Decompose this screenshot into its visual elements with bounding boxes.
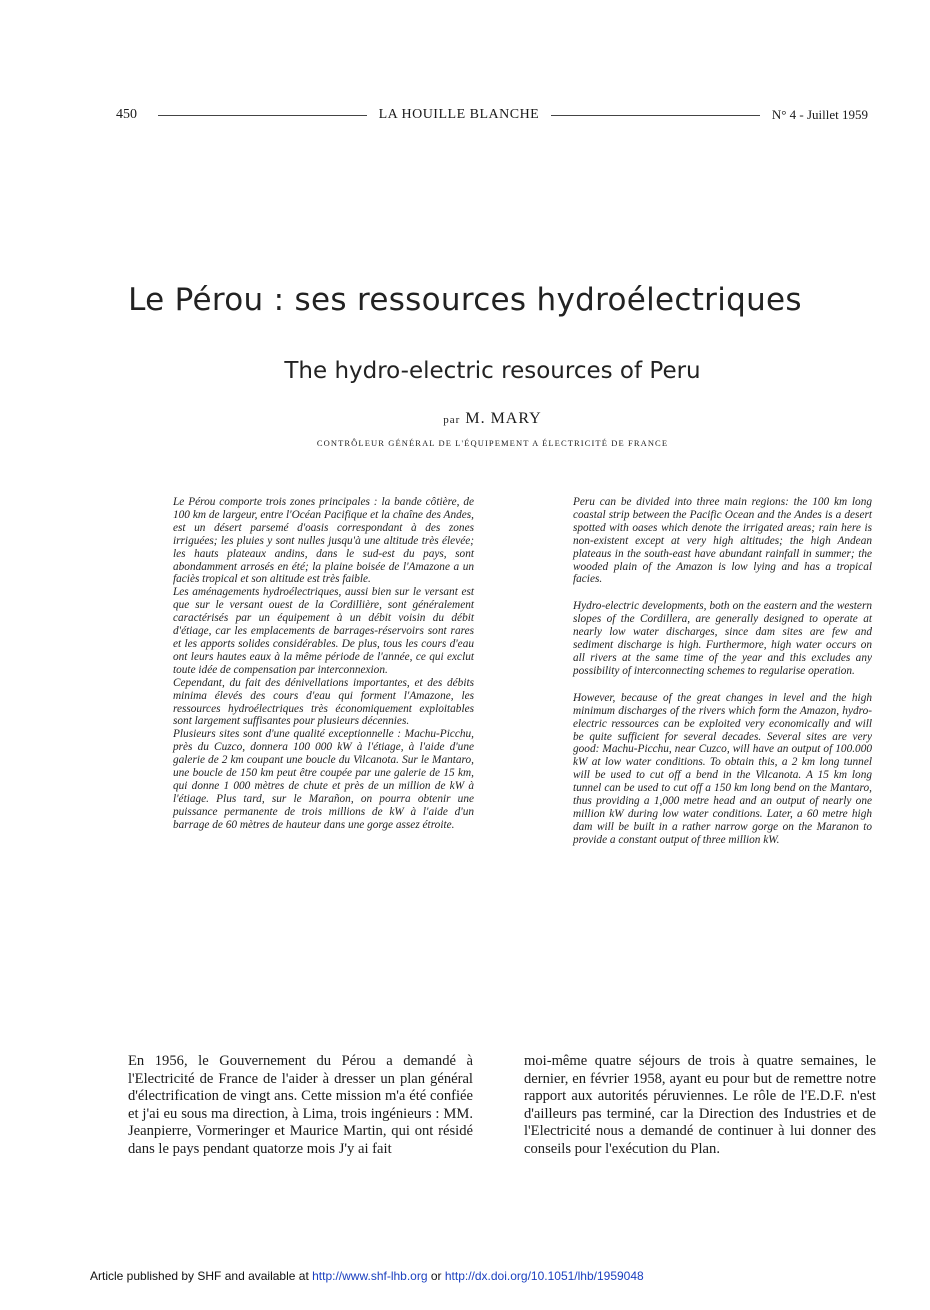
- header-rule-right: [551, 115, 760, 116]
- abstract-fr-paragraph: Les aménagements hydroélectriques, aussi bien sur le versant est que sur le versant ouest de la Cordillière, sont généralement caractérisés par un équipement à un débit voisin du débit d'étiage, car les emplacements de barrages-réservoirs sont rares et les apports solides considérables. De plus, tous les cours d'eau ont leurs hautes eaux à la même période de l'année, ce qui exclut toute idée de compensation par interconnexion.: [173, 586, 474, 676]
- running-header: [116, 104, 868, 126]
- abstract-fr-paragraph: Cependant, du fait des dénivellations importantes, et des débits minima élevés des cours d'eau qui forment l'Amazone, les ressources hydroélectriques très économiquement exploitables sont largement suffisantes pour plusieurs décennies.: [173, 676, 474, 728]
- page-number: 450: [116, 107, 137, 122]
- author-name: M. MARY: [465, 410, 542, 427]
- abstract-en-paragraph: However, because of the great changes in level and the high minimum discharges of the rivers which form the Amazon, hydro-electric ressources can be exploited very economically and will be quite sufficient for several decades. Several sites are very good: Machu-Picchu, near Cuzco, will have an output of 100.000 kW at low water conditions. To obtain this, a 2 km long tunnel will be used to cut off a bend in the Vilcanota. A 15 km long tunnel can be used to cut off a 150 km long bend on the Mantaro, thus providing a 1,000 metre head and an output of nearly one million kW during low water conditions. Later, a 60 metre high dam will be built in a rather narrow gorge on the Maranon to provide a constant output of three million kW.: [573, 691, 872, 846]
- abstract-english: [573, 496, 872, 861]
- footer-text: Article published by SHF and available at: [90, 1269, 313, 1283]
- issue-info: N° 4 - Juillet 1959: [771, 107, 869, 122]
- body-column-left: [128, 1053, 473, 1159]
- abstract-en-paragraph: Peru can be divided into three main regions: the 100 km long coastal strip between the Pacific Ocean and the Andes is a desert spotted with oases which denote the irrigated areas; rain here is non-existent except at very high altitudes; the high Andean plateaus in the south-east have abundant rainfall in summer; the wooded plain of the Amazon is low lying and has a tropical facies.: [573, 496, 872, 586]
- journal-name: LA HOUILLE BLANCHE: [378, 107, 540, 122]
- body-column-right: [524, 1053, 876, 1159]
- footer-text-or: or: [427, 1269, 445, 1283]
- publication-footer: [90, 1269, 644, 1283]
- abstract-french: [173, 496, 474, 832]
- author-prefix: par: [443, 414, 461, 426]
- header-rule-left: [158, 115, 367, 116]
- article-title: Le Pérou : ses ressources hydroélectriques: [128, 282, 802, 318]
- body-paragraph: moi-même quatre séjours de trois à quatre semaines, le dernier, en février 1958, ayant eu pour but de remettre notre rapport aux autorités péruviennes. Le rôle de l'E.D.F. n'est d'ailleurs pas terminé, car la Direction des Industries et de l'Electricité nous a demandé de continuer à lui donner des conseils pour l'exécution du Plan.: [524, 1053, 876, 1157]
- body-paragraph: En 1956, le Gouvernement du Pérou a demandé à l'Electricité de France de l'aider à dresser un plan général d'électrification de vingt ans. Cette mission m'a été confiée et j'ai eu sous ma direction, à Lima, trois ingénieurs : MM. Jeanpierre, Vormeringer et Maurice Martin, qui ont résidé dans le pays pendant quatorze mois J'y ai fait: [128, 1053, 473, 1157]
- footer-link-doi[interactable]: http://dx.doi.org/10.1051/lhb/1959048: [444, 1269, 644, 1283]
- abstract-en-paragraph: Hydro-electric developments, both on the eastern and the western slopes of the Cordillera, are generally designed to operate at nearly low water discharges, since dam sites are few and sediment discharge is high. Furthermore, high water occurs on all rivers at the same time of the year and this excludes any possibility of interconnecting schemes to regularise operation.: [573, 600, 872, 677]
- author-line: [0, 410, 930, 428]
- abstract-fr-paragraph: Le Pérou comporte trois zones principales : la bande côtière, de 100 km de largeur, entre l'Océan Pacifique et la chaîne des Andes, est un désert parsemé d'oasis correspondant à des zones irriguées; les pluies y sont nulles jusqu'à une altitude très élevée; les hauts plateaux andins, dans le sud-est du pays, sont abondamment arrosés en été; la plaine boisée de l'Amazone a un faciès tropical et son altitude est très faible.: [173, 496, 474, 586]
- author-affiliation: CONTRÔLEUR GÉNÉRAL DE L'ÉQUIPEMENT A ÉLECTRICITÉ DE FRANCE: [316, 438, 669, 448]
- abstract-fr-paragraph: Plusieurs sites sont d'une qualité exceptionnelle : Machu-Picchu, près du Cuzco, donnera 100 000 kW à l'étiage, à l'aide d'une galerie de 2 km coupant une boucle du Vilcanota. Sur le Mantaro, une boucle de 150 km peut être coupée par une galerie de 15 km, qui donne 1 000 mètres de chute et près de un million de kW à l'étiage. Plus tard, sur le Marañon, on pourra obtenir une puissance permanente de trois millions de kW à l'aide d'un barrage de 60 mètres de hauteur dans une gorge assez étroite.: [173, 728, 474, 831]
- article-subtitle: The hydro-electric resources of Peru: [284, 358, 701, 384]
- footer-link-shf[interactable]: http://www.shf-lhb.org: [312, 1269, 428, 1283]
